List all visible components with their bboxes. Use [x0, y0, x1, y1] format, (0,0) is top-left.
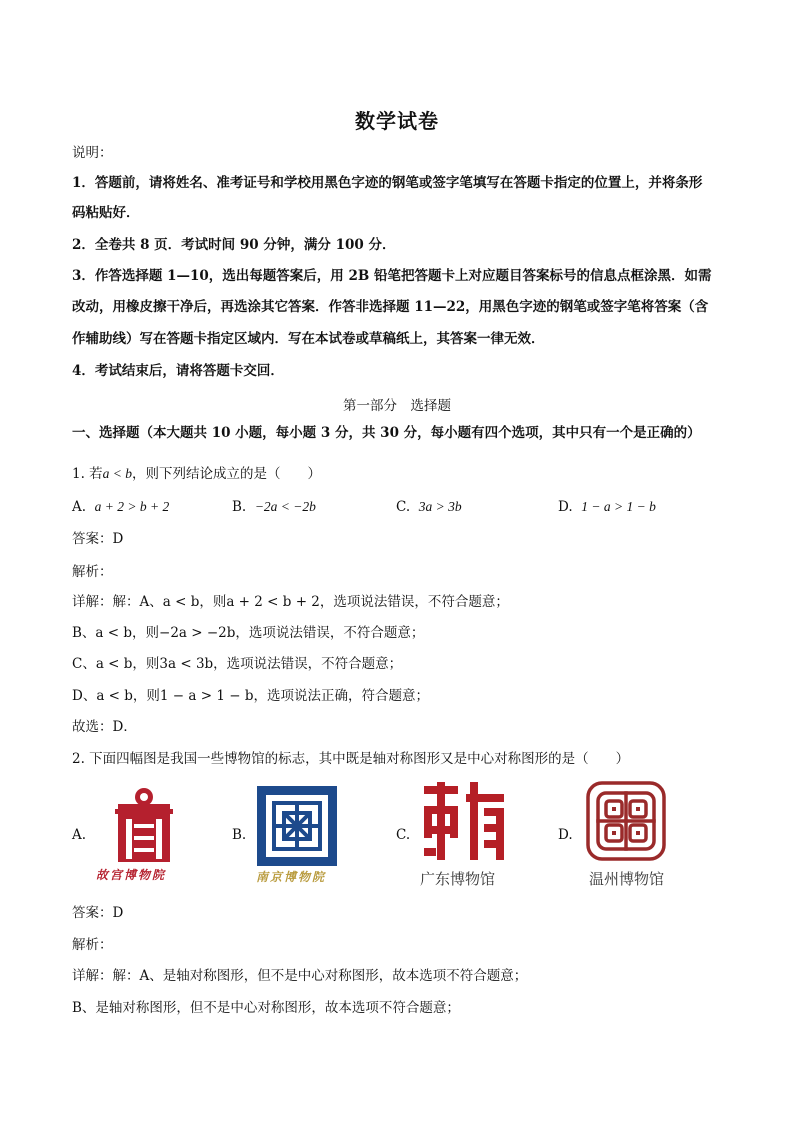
option-c-text: 3a > 3b	[418, 499, 462, 514]
option-d-text: 1 − a > 1 − b	[581, 499, 656, 514]
question-2-analysis: 解析：	[72, 937, 113, 953]
question-2: 2. 下面四幅图是我国一些博物馆的标志，其中既是轴对称图形又是中心对称图形的是（ ）	[72, 751, 630, 767]
question-1	[72, 465, 321, 483]
option-a-text: a + 2 > b + 2	[94, 499, 170, 514]
logo-option-b-label: B.	[232, 827, 247, 843]
question-1-suffix: ，则下列结论成立的是（ ）	[132, 466, 322, 482]
logo-option-c-label: C.	[396, 827, 411, 843]
option-b-label: B.	[232, 499, 247, 515]
part-title: 第一部分 选择题	[343, 398, 451, 414]
instructions-heading: 说明：	[72, 145, 113, 161]
palace-museum-logo	[104, 786, 184, 864]
logo-option-a-label: A.	[72, 827, 87, 843]
option-b	[232, 499, 316, 515]
option-d-label: D.	[558, 499, 573, 515]
instruction-1b: 码粘贴好．	[72, 205, 140, 221]
question-1-detail-b: B、a < b，则−2a > −2b，选项说法错误，不符合题意；	[72, 625, 425, 641]
logo-option-d-label: D.	[558, 827, 573, 843]
question-1-condition: a < b	[102, 466, 133, 481]
option-a-label: A.	[72, 499, 87, 515]
instruction-3c: 作辅助线）写在答题卡指定区域内．写在本试卷或草稿纸上，其答案一律无效．	[72, 331, 545, 347]
option-d	[558, 499, 656, 515]
question-1-prefix: 1. 若	[72, 466, 103, 482]
section-heading: 一、选择题（本大题共 10 小题，每小题 3 分，共 30 分，每小题有四个选项，其中只有一个是正确的）	[72, 425, 701, 441]
question-1-conclusion: 故选：D．	[72, 719, 137, 735]
instruction-4: 4．考试结束后，请将答题卡交回．	[72, 363, 284, 379]
option-b-text: −2a < −2b	[254, 499, 316, 514]
page-title: 数学试卷	[355, 109, 439, 133]
question-1-answer: 答案：D	[72, 531, 124, 547]
caption-wenzhou-museum: 温州博物馆	[589, 870, 665, 888]
caption-guangdong-museum: 广东博物馆	[420, 870, 496, 888]
instruction-1a: 1．答题前，请将姓名、准考证号和学校用黑色字迹的钢笔或签字笔填写在答题卡指定的位置上，并将条形	[72, 175, 703, 191]
instruction-2: 2．全卷共 8 页．考试时间 90 分钟，满分 100 分．	[72, 237, 396, 253]
instruction-3b: 改动，用橡皮擦干净后，再选涂其它答案．作答非选择题 11—22，用黑色字迹的钢笔或签字笔将答案（含	[72, 299, 709, 315]
instruction-3a: 3．作答选择题 1—10，选出每题答案后，用 2B 铅笔把答题卡上对应题目答案标号的信息点框涂黑．如需	[72, 268, 712, 284]
caption-palace-museum: 故宫博物院	[96, 868, 167, 882]
question-2-detail-b: B、是轴对称图形，但不是中心对称图形，故本选项不符合题意；	[72, 1000, 460, 1016]
option-c	[396, 499, 462, 515]
wenzhou-museum-logo	[584, 779, 668, 863]
question-1-analysis: 解析：	[72, 564, 113, 580]
nanjing-museum-logo	[257, 786, 337, 866]
question-2-detail-a: 详解：解：A、是轴对称图形，但不是中心对称图形，故本选项不符合题意；	[72, 968, 528, 984]
caption-nanjing-museum: 南京博物院	[256, 870, 327, 884]
option-a	[72, 499, 169, 515]
option-c-label: C.	[396, 499, 411, 515]
question-1-detail-c: C、a < b，则3a < 3b，选项说法错误，不符合题意；	[72, 656, 403, 672]
question-1-detail-a: 详解：解：A、a < b，则a + 2 < b + 2，选项说法错误，不符合题意；	[72, 594, 509, 610]
question-1-detail-d: D、a < b，则1 − a > 1 − b，选项说法正确，符合题意；	[72, 688, 429, 704]
guangdong-museum-logo	[422, 782, 506, 862]
question-2-answer: 答案：D	[72, 905, 124, 921]
